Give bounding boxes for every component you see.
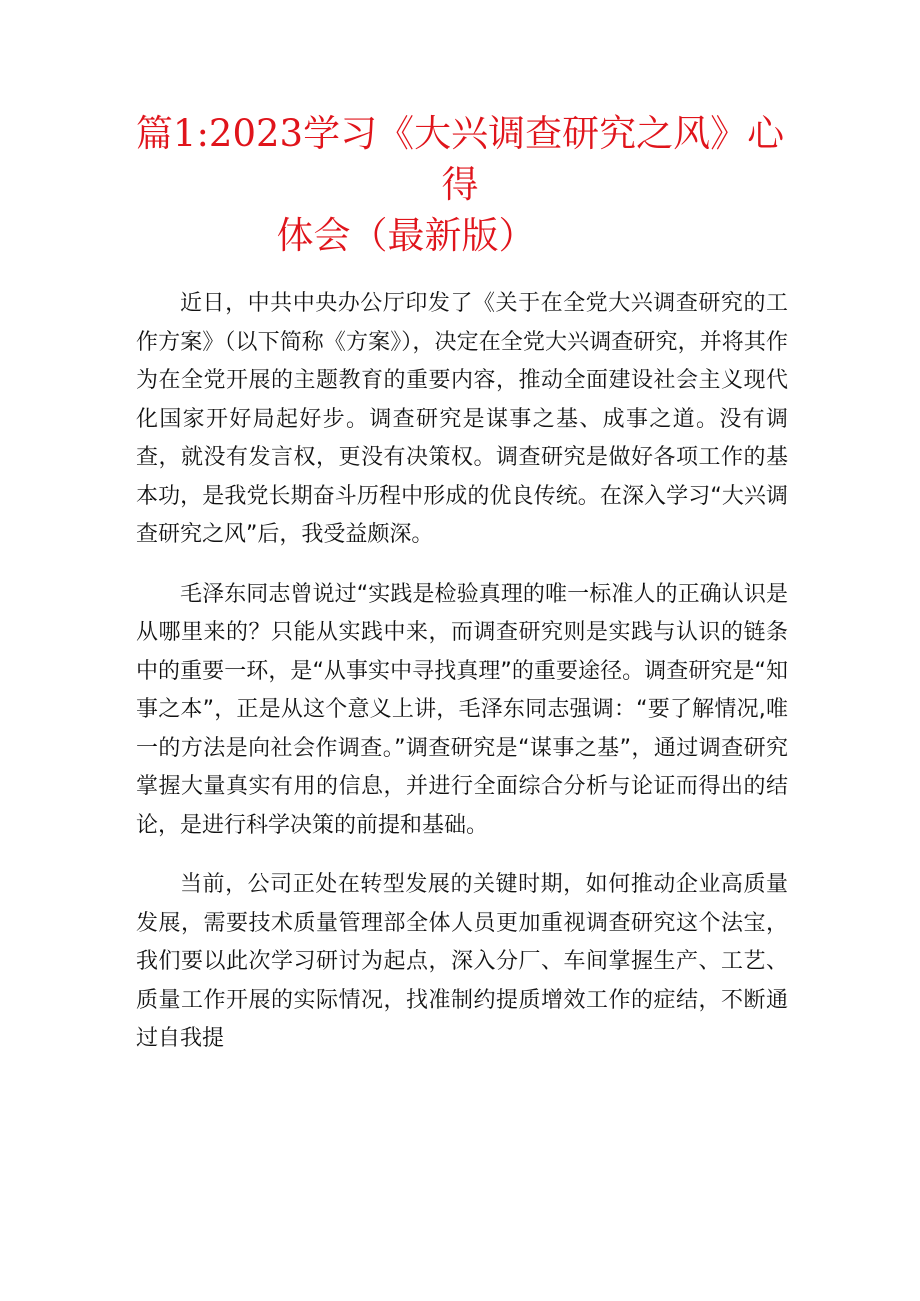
- title-line-2: 体会（最新版）: [276, 214, 536, 257]
- title-line-1: 篇1:2023学习《大兴调查研究之风》心得: [135, 112, 785, 206]
- document-title: [120, 108, 800, 261]
- document-body: [136, 285, 788, 1059]
- paragraph-1: 近日，中共中央办公厅印发了《关于在全党大兴调查研究的工作方案》（以下简称《方案》），决定在全党大兴调查研究，并将其作为在全党开展的主题教育的重要内容，推动全面建设社会主义现代化国家开好局起好步。调查研究是谋事之基、成事之道。没有调查，就没有发言权，更没有决策权。调查研究是做好各项工作的基本功，是我党长期奋斗历程中形成的优良传统。在深入学习“大兴调查研究之风”后，我受益颇深。: [136, 291, 788, 547]
- paragraph-2: 毛泽东同志曾说过“实践是检验真理的唯一标准人的正确认识是从哪里来的？只能从实践中来，而调查研究则是实践与认识的链条中的重要一环，是“从事实中寻找真理”的重要途径。调查研究是“知事之本”，正是从这个意义上讲，毛泽东同志强调：“要了解情况,唯一的方法是向社会作调查。”调查研究是“谋事之基”，通过调查研究掌握大量真实有用的信息，并进行全面综合分析与论证而得出的结论，是进行科学决策的前提和基础。: [136, 581, 788, 838]
- paragraph-3: 当前，公司正处在转型发展的关键时期，如何推动企业高质量发展，需要技术质量管理部全体人员更加重视调查研究这个法宝，我们要以此次学习研讨为起点，深入分厂、车间掌握生产、工艺、质量工作开展的实际情况，找准制约提质增效工作的症结，不断通过自我提: [136, 872, 788, 1051]
